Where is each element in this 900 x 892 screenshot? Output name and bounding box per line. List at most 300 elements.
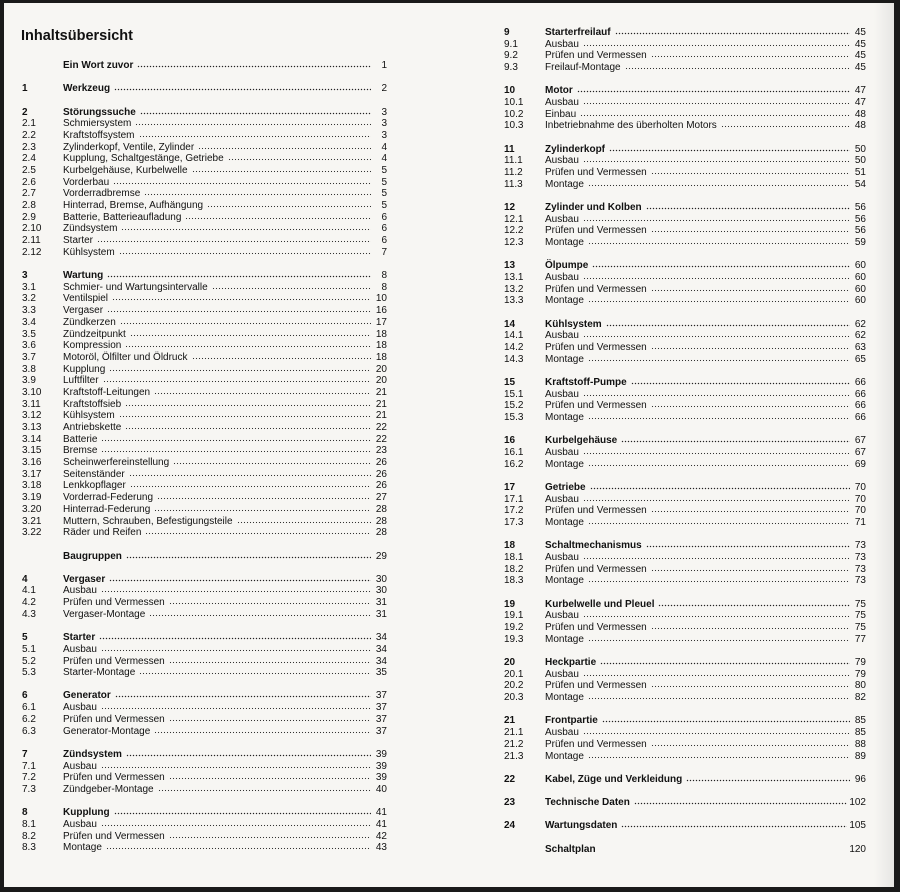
toc-label: Kraftstoffsystem — [63, 129, 135, 141]
toc-entry-row — [22, 246, 387, 258]
toc-label: Ausbau — [63, 760, 97, 772]
toc-entry-row — [22, 760, 387, 772]
toc-label: Zündsystem — [63, 748, 122, 760]
dot-leader — [144, 187, 371, 196]
toc-label: Starterfreilauf — [545, 27, 611, 38]
dot-leader — [658, 598, 850, 607]
toc-page-number: 26 — [375, 480, 387, 492]
dot-leader — [651, 738, 850, 747]
toc-page-number: 5 — [381, 188, 387, 200]
toc-label: Räder und Reifen — [63, 527, 142, 539]
dot-leader — [606, 318, 850, 327]
toc-label: Ausbau — [63, 702, 97, 714]
toc-chapter-row — [504, 481, 866, 493]
toc-entry-row — [504, 563, 866, 575]
dot-leader — [583, 96, 850, 105]
toc-number: 20.3 — [504, 692, 524, 704]
toc-number: 11.1 — [504, 155, 523, 167]
toc-page-number: 51 — [854, 167, 866, 179]
toc-page-number: 18 — [375, 328, 387, 340]
toc-number: 3.19 — [22, 492, 42, 504]
dot-leader — [109, 363, 371, 372]
toc-number: 6.3 — [22, 725, 36, 737]
dot-leader — [588, 691, 850, 700]
toc-chapter-row — [22, 748, 387, 760]
toc-entry-row — [22, 199, 387, 211]
toc-page-number: 45 — [854, 62, 866, 74]
toc-number: 2 — [22, 106, 28, 118]
toc-page-number: 50 — [854, 143, 866, 155]
toc-column-right — [504, 26, 866, 866]
toc-page-number: 8 — [381, 281, 387, 293]
toc-page-number: 35 — [375, 667, 387, 679]
toc-section — [504, 796, 866, 808]
toc-entry-row — [22, 643, 387, 655]
toc-page-number: 70 — [854, 493, 866, 505]
toc-number: 20.2 — [504, 680, 524, 692]
document-page — [4, 3, 894, 887]
dot-leader — [631, 376, 850, 385]
toc-label: Ventilspiel — [63, 293, 109, 305]
toc-page-number: 17 — [375, 316, 387, 328]
toc-page-number: 41 — [375, 807, 387, 819]
dot-leader — [114, 82, 371, 91]
toc-number: 2.11 — [22, 235, 41, 247]
toc-label: Getriebe — [545, 482, 586, 494]
dot-leader — [651, 224, 850, 233]
toc-section — [504, 819, 866, 831]
toc-chapter-row — [504, 434, 866, 446]
toc-label: Heckpartie — [545, 657, 597, 669]
toc-number: 3.4 — [22, 316, 36, 328]
dot-leader — [583, 609, 850, 618]
toc-label: Kraftstoff-Leitungen — [63, 386, 151, 398]
toc-entry-row — [504, 236, 866, 248]
toc-page-number: 4 — [381, 153, 387, 165]
toc-page-number: 66 — [854, 388, 866, 400]
toc-entry-row — [504, 726, 866, 738]
toc-label: Ausbau — [545, 272, 579, 284]
toc-label: Ausbau — [545, 97, 579, 109]
toc-number: 21.3 — [504, 750, 524, 762]
toc-number: 3.1 — [22, 281, 36, 293]
toc-page-number: 39 — [375, 760, 387, 772]
toc-entry-row — [22, 456, 387, 468]
toc-number: 2.1 — [22, 118, 36, 130]
toc-number: 5.3 — [22, 667, 36, 679]
toc-page-number: 56 — [854, 202, 866, 214]
toc-entry-row — [22, 164, 387, 176]
toc-page-number: 69 — [854, 458, 866, 470]
toc-page-number: 10 — [375, 293, 387, 305]
dot-leader — [600, 843, 848, 852]
toc-entry-row — [22, 503, 387, 515]
toc-number: 15.2 — [504, 400, 524, 412]
toc-label: Prüfen und Vermessen — [63, 655, 165, 667]
toc-number: 16.2 — [504, 458, 524, 470]
toc-page-number: 43 — [375, 842, 387, 854]
toc-page-number: 42 — [375, 830, 387, 842]
toc-entry-row — [504, 166, 866, 178]
toc-page-number: 28 — [375, 527, 387, 539]
toc-entry-row — [22, 596, 387, 608]
toc-section — [22, 59, 387, 71]
toc-page-number: 105 — [849, 820, 866, 832]
toc-label: Kurbelgehäuse, Kurbelwelle — [63, 165, 188, 176]
toc-entry-row — [504, 399, 866, 411]
dot-leader — [130, 328, 371, 337]
toc-page-number: 75 — [854, 622, 866, 634]
toc-label: Ausbau — [545, 447, 579, 459]
toc-number: 21.2 — [504, 738, 524, 750]
toc-entry-row — [22, 655, 387, 667]
toc-label: Kompression — [63, 340, 122, 352]
toc-entry-row — [504, 668, 866, 680]
toc-chapter-row — [22, 82, 387, 94]
toc-number: 19.2 — [504, 622, 524, 634]
toc-page-number: 48 — [854, 108, 866, 120]
toc-number: 8.3 — [22, 842, 36, 854]
toc-label: Einbau — [545, 108, 577, 120]
toc-entry-row — [504, 493, 866, 505]
toc-page-number: 8 — [381, 270, 387, 282]
toc-label: Ausbau — [545, 330, 579, 342]
toc-section — [504, 26, 866, 73]
toc-number: 3.10 — [22, 386, 42, 398]
toc-label: Prüfen und Vermessen — [545, 167, 647, 179]
toc-label: Wartungsdaten — [545, 820, 618, 832]
toc-chapter-row — [504, 656, 866, 668]
dot-leader — [145, 526, 371, 535]
toc-number: 2.9 — [22, 211, 36, 223]
toc-number: 21.1 — [504, 727, 524, 739]
toc-page-number: 48 — [854, 120, 866, 132]
toc-page-number: 34 — [375, 632, 387, 644]
toc-number: 3.22 — [22, 527, 42, 539]
toc-entry-row — [22, 783, 387, 795]
toc-page-number: 77 — [854, 633, 866, 645]
toc-label: Schaltmechanismus — [545, 540, 642, 552]
toc-label: Generator — [63, 690, 111, 702]
toc-number: 7.3 — [22, 783, 36, 795]
toc-entry-row — [22, 421, 387, 433]
toc-chapter-row — [22, 806, 387, 818]
toc-entry-row — [22, 608, 387, 620]
toc-section — [504, 539, 866, 586]
toc-page-number: 60 — [854, 272, 866, 284]
toc-entry-row — [504, 691, 866, 703]
toc-page-number: 102 — [849, 797, 866, 809]
toc-page-number: 27 — [375, 492, 387, 504]
toc-entry-row — [504, 294, 866, 306]
toc-number: 15.1 — [504, 388, 524, 400]
toc-entry-row — [504, 283, 866, 295]
dot-leader — [588, 574, 850, 583]
toc-number: 8.1 — [22, 818, 36, 830]
toc-page-number: 63 — [854, 342, 866, 354]
dot-leader — [609, 143, 850, 152]
dot-leader — [625, 61, 850, 70]
toc-label: Montage — [545, 750, 584, 762]
toc-label: Batterie — [63, 433, 98, 445]
toc-section — [504, 714, 866, 761]
toc-page-number: 16 — [375, 305, 387, 317]
toc-page-number: 79 — [854, 657, 866, 669]
toc-entry-row — [22, 351, 387, 363]
toc-page-number: 4 — [381, 141, 387, 153]
dot-leader — [588, 411, 850, 420]
dot-leader — [634, 796, 847, 805]
toc-label: Ausbau — [545, 155, 579, 167]
dot-leader — [583, 726, 850, 735]
toc-label: Störungssuche — [63, 106, 136, 118]
dot-leader — [101, 444, 371, 453]
toc-page-number: 30 — [375, 573, 387, 585]
toc-page-number: 47 — [854, 85, 866, 97]
toc-entry-row — [504, 738, 866, 750]
toc-chapter-row — [22, 59, 387, 71]
dot-leader — [106, 841, 371, 850]
toc-section — [22, 806, 387, 853]
toc-label: Schaltplan — [545, 843, 596, 855]
toc-number: 3.9 — [22, 375, 36, 387]
toc-chapter-row — [22, 106, 387, 118]
dot-leader — [602, 714, 850, 723]
toc-entry-row — [22, 281, 387, 293]
dot-leader — [119, 409, 371, 418]
toc-label: Muttern, Schrauben, Befestigungsteile — [63, 515, 233, 527]
dot-leader — [583, 38, 850, 47]
toc-label: Montage — [63, 842, 102, 854]
dot-leader — [651, 283, 850, 292]
dot-leader — [115, 689, 371, 698]
toc-label: Vorderrad-Federung — [63, 492, 154, 504]
toc-label: Motor — [545, 85, 573, 97]
toc-chapter-row — [504, 819, 866, 831]
toc-section — [22, 82, 387, 94]
dot-leader — [651, 679, 850, 688]
dot-leader — [583, 271, 850, 280]
toc-number: 6.1 — [22, 702, 36, 714]
dot-leader — [588, 236, 850, 245]
toc-number: 2.10 — [22, 223, 42, 235]
toc-entry-row — [22, 292, 387, 304]
toc-label: Prüfen und Vermessen — [545, 225, 647, 237]
dot-leader — [583, 493, 850, 502]
toc-number: 15.3 — [504, 412, 524, 424]
toc-label: Vorderradbremse — [63, 188, 141, 200]
toc-entry-row — [504, 411, 866, 423]
toc-number: 13.3 — [504, 295, 524, 307]
dot-leader — [588, 353, 850, 362]
toc-label: Vergaser — [63, 305, 104, 317]
toc-page-number: 28 — [375, 515, 387, 527]
toc-label: Antriebskette — [63, 422, 122, 434]
toc-entry-row — [504, 551, 866, 563]
toc-number: 8 — [22, 807, 28, 819]
toc-section — [504, 843, 866, 855]
toc-label: Hinterrad-Federung — [63, 503, 151, 515]
toc-entry-row — [22, 468, 387, 480]
toc-label: Prüfen und Vermessen — [545, 342, 647, 354]
toc-number: 17.1 — [504, 493, 524, 505]
toc-page-number: 73 — [854, 540, 866, 552]
toc-label: Prüfen und Vermessen — [63, 830, 165, 842]
toc-page-number: 31 — [375, 608, 387, 620]
toc-page-number: 41 — [375, 818, 387, 830]
toc-page-number: 70 — [854, 505, 866, 517]
toc-number: 16 — [504, 435, 516, 447]
dot-leader — [580, 108, 850, 117]
toc-number: 11.3 — [504, 178, 523, 190]
dot-leader — [130, 479, 371, 488]
toc-column-left — [22, 59, 387, 865]
toc-label: Frontpartie — [545, 715, 598, 727]
toc-label: Starter — [63, 632, 96, 644]
dot-leader — [615, 26, 850, 35]
toc-page-number: 66 — [854, 412, 866, 424]
toc-entry-row — [504, 353, 866, 365]
toc-page-number: 34 — [375, 655, 387, 667]
toc-label: Vergaser — [63, 573, 106, 585]
toc-number: 18.1 — [504, 552, 524, 564]
toc-label: Schmiersystem — [63, 118, 132, 130]
toc-label: Inbetriebnahme des überholten Motors — [545, 120, 717, 132]
toc-entry-row — [22, 141, 387, 153]
toc-number: 5 — [22, 632, 28, 644]
toc-label: Zylinderkopf, Ventile, Zylinder — [63, 141, 195, 153]
toc-number: 16.1 — [504, 447, 524, 459]
toc-number: 3.18 — [22, 480, 42, 492]
toc-page-number: 73 — [854, 552, 866, 564]
toc-number: 17.2 — [504, 505, 524, 517]
toc-entry-row — [22, 316, 387, 328]
toc-number: 2.12 — [22, 246, 42, 258]
dot-leader — [139, 129, 371, 138]
toc-label: Montage — [545, 295, 584, 307]
toc-page-number: 3 — [381, 106, 387, 118]
toc-page-number: 6 — [381, 211, 387, 223]
toc-entry-row — [504, 516, 866, 528]
toc-page-number: 20 — [375, 375, 387, 387]
toc-entry-row — [22, 433, 387, 445]
toc-number: 9.3 — [504, 62, 518, 74]
toc-page-number: 1 — [381, 60, 387, 71]
toc-number: 2.3 — [22, 141, 36, 153]
toc-number: 17 — [504, 482, 516, 494]
toc-entry-row — [504, 574, 866, 586]
toc-number: 6 — [22, 690, 28, 702]
toc-page-number: 37 — [375, 713, 387, 725]
dot-leader — [99, 631, 371, 640]
toc-label: Kupplung, Schaltgestänge, Getriebe — [63, 153, 224, 165]
toc-label: Batterie, Batterieaufladung — [63, 211, 182, 223]
dot-leader — [588, 294, 850, 303]
toc-chapter-row — [504, 201, 866, 213]
toc-section — [504, 656, 866, 703]
toc-page-number: 47 — [854, 97, 866, 109]
page-edge-shadow — [874, 3, 894, 887]
toc-chapter-row — [504, 376, 866, 388]
toc-number: 11 — [504, 143, 515, 155]
dot-leader — [101, 701, 371, 710]
toc-label: Prüfen und Vermessen — [545, 738, 647, 750]
toc-entry-row — [504, 271, 866, 283]
toc-page-number: 37 — [375, 725, 387, 737]
toc-entry-row — [504, 446, 866, 458]
toc-page-number: 73 — [854, 575, 866, 587]
toc-page-number: 18 — [375, 340, 387, 352]
toc-number: 23 — [504, 797, 516, 809]
dot-leader — [103, 374, 371, 383]
toc-entry-row — [504, 621, 866, 633]
dot-leader — [583, 446, 850, 455]
toc-chapter-row — [22, 631, 387, 643]
toc-chapter-row — [22, 689, 387, 701]
dot-leader — [109, 573, 371, 582]
toc-label: Starter-Montage — [63, 667, 136, 679]
toc-page-number: 56 — [854, 213, 866, 225]
toc-page-number: 29 — [375, 550, 387, 562]
dot-leader — [101, 643, 371, 652]
toc-label: Prüfen und Vermessen — [545, 505, 647, 517]
toc-page-number: 21 — [375, 398, 387, 410]
toc-entry-row — [22, 526, 387, 538]
toc-number: 3.2 — [22, 293, 36, 305]
toc-page-number: 34 — [375, 643, 387, 655]
toc-label: Montage — [545, 458, 584, 470]
dot-leader — [577, 84, 850, 93]
toc-label: Kraftstoff-Pumpe — [545, 377, 627, 389]
toc-number: 20.1 — [504, 668, 524, 680]
dot-leader — [129, 468, 371, 477]
toc-page-number: 5 — [381, 165, 387, 176]
toc-number: 5.2 — [22, 655, 36, 667]
dot-leader — [101, 584, 371, 593]
dot-leader — [192, 351, 372, 360]
toc-number: 18.2 — [504, 563, 524, 575]
toc-number: 10.3 — [504, 120, 524, 132]
toc-page-number: 73 — [854, 563, 866, 575]
toc-entry-row — [22, 584, 387, 596]
toc-entry-row — [22, 211, 387, 223]
toc-entry-row — [22, 515, 387, 527]
toc-number: 6.2 — [22, 713, 36, 725]
toc-number: 2.8 — [22, 200, 36, 212]
toc-label: Wartung — [63, 270, 104, 282]
dot-leader — [113, 176, 371, 185]
dot-leader — [583, 388, 850, 397]
toc-number: 14 — [504, 318, 516, 330]
dot-leader — [119, 246, 371, 255]
toc-entry-row — [22, 666, 387, 678]
toc-number: 13.2 — [504, 283, 524, 295]
toc-entry-row — [504, 119, 866, 131]
dot-leader — [169, 830, 371, 839]
toc-label: Prüfen und Vermessen — [63, 713, 165, 725]
toc-number: 3.8 — [22, 363, 36, 375]
toc-label: Kühlsystem — [63, 410, 115, 422]
toc-page-number: 22 — [375, 422, 387, 434]
toc-label: Prüfen und Vermessen — [545, 400, 647, 412]
toc-page-number: 5 — [381, 200, 387, 212]
toc-label: Montage — [545, 517, 584, 529]
toc-number: 3.12 — [22, 410, 42, 422]
dot-leader — [588, 633, 850, 642]
dot-leader — [112, 292, 371, 301]
dot-leader — [173, 456, 371, 465]
toc-number: 10 — [504, 85, 516, 97]
